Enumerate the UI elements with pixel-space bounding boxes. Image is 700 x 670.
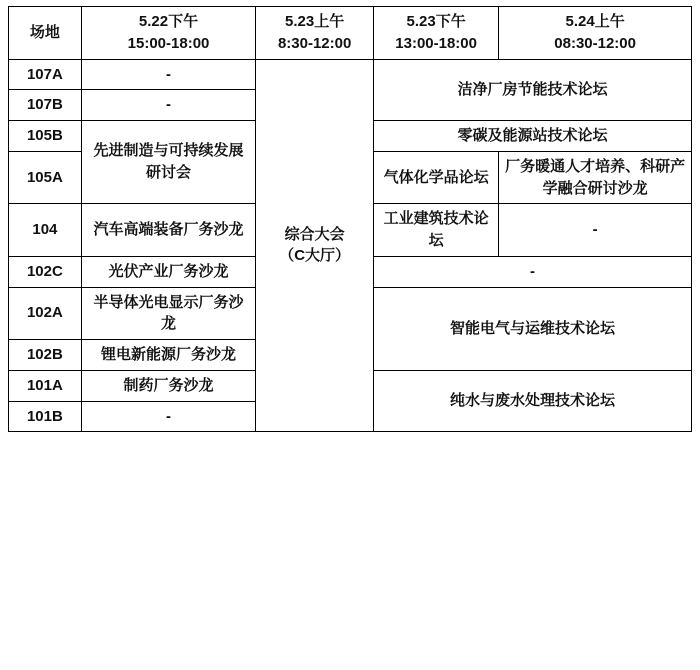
venue-102c: 102C	[9, 256, 82, 287]
cell-auto-equipment-salon: 汽车高端装备厂务沙龙	[81, 204, 255, 257]
cell-industrial-building-forum: 工业建筑技术论坛	[374, 204, 499, 257]
cell-lithium-battery-salon: 锂电新能源厂务沙龙	[81, 340, 255, 371]
header-session-1-time: 15:00-18:00	[127, 34, 210, 52]
venue-102b: 102B	[9, 340, 82, 371]
header-row	[9, 7, 692, 60]
cell-plenary-session	[256, 59, 374, 432]
cell-semiconductor-display-salon: 半导体光电显示厂务沙龙	[81, 287, 255, 340]
header-session-1-date: 5.22下午	[138, 13, 199, 30]
venue-105b: 105B	[9, 121, 82, 152]
cell-pv-industry-salon: 光伏产业厂务沙龙	[81, 256, 255, 287]
header-session-4	[499, 7, 692, 60]
cell-zero-carbon-forum: 零碳及能源站技术论坛	[374, 121, 692, 152]
conference-schedule-table	[8, 6, 692, 432]
cell-advanced-manufacturing-seminar: 先进制造与可持续发展研讨会	[81, 121, 255, 204]
venue-107b: 107B	[9, 90, 82, 121]
cell-pharma-salon: 制药厂务沙龙	[81, 370, 255, 401]
venue-104: 104	[9, 204, 82, 257]
venue-102a: 102A	[9, 287, 82, 340]
header-session-4-time: 08:30-12:00	[554, 34, 636, 52]
header-session-4-date: 5.24上午	[565, 13, 625, 30]
cell-hvac-talent-salon: 厂务暖通人才培养、科研产学融合研讨沙龙	[499, 151, 692, 204]
cell-107a-s1: -	[81, 59, 255, 90]
cell-101b-s1: -	[81, 401, 255, 432]
header-session-3	[374, 7, 499, 60]
venue-101b: 101B	[9, 401, 82, 432]
cell-smart-electrical-forum: 智能电气与运维技术论坛	[374, 287, 692, 370]
header-session-3-date: 5.23下午	[406, 13, 466, 30]
table-header	[9, 7, 692, 60]
plenary-line-2: （C大厅）	[279, 247, 351, 265]
venue-105a: 105A	[9, 151, 82, 204]
plenary-line-1: 综合大会	[284, 225, 345, 243]
table-body	[9, 59, 692, 432]
header-session-2-date: 5.23上午	[285, 13, 345, 30]
header-session-3-time: 13:00-18:00	[395, 34, 477, 52]
cell-104-s4: -	[499, 204, 692, 257]
header-session-2-time: 8:30-12:00	[277, 34, 352, 52]
header-session-2	[256, 7, 374, 60]
cell-gas-chemicals-forum: 气体化学品论坛	[374, 151, 499, 204]
header-venue: 场地	[9, 7, 82, 60]
cell-cleanroom-energy-forum: 洁净厂房节能技术论坛	[374, 59, 692, 121]
table-row	[9, 59, 692, 90]
cell-water-treatment-forum: 纯水与废水处理技术论坛	[374, 370, 692, 432]
cell-102c-s3-s4: -	[374, 256, 692, 287]
venue-107a: 107A	[9, 59, 82, 90]
cell-107b-s1: -	[81, 90, 255, 121]
venue-101a: 101A	[9, 370, 82, 401]
header-session-1	[81, 7, 255, 60]
